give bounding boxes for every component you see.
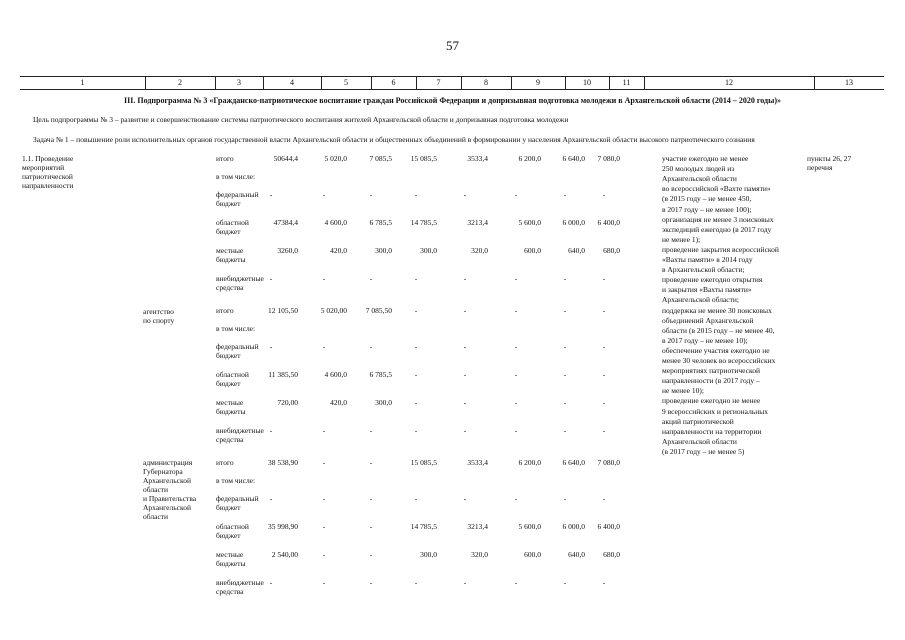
- expected-result-line: во всероссийской «Вахте памяти»: [662, 184, 771, 194]
- funding-value-cell: 640,0: [568, 246, 585, 255]
- column-number: 13: [845, 78, 853, 87]
- executor-line: администрация: [143, 458, 193, 467]
- funding-source-label: бюджет: [216, 531, 241, 540]
- expected-result-line: проведение закрытия всероссийской: [662, 244, 779, 254]
- measure-name-line: патриотической: [22, 172, 73, 181]
- expected-result-line: менее 30 человек во всероссийских: [662, 356, 776, 365]
- funding-value-cell: 3533,4: [467, 154, 488, 163]
- executor-line: области: [143, 512, 169, 521]
- funding-source-label: областной: [216, 522, 249, 531]
- funding-value-cell: -: [463, 190, 467, 199]
- funding-value-cell: -: [322, 342, 326, 351]
- funding-value-cell: -: [463, 274, 467, 283]
- funding-value-cell: -: [414, 190, 418, 199]
- expected-result-line: в Архангельской области;: [662, 265, 745, 275]
- funding-value-cell: -: [369, 342, 373, 351]
- column-number: 9: [536, 78, 540, 87]
- funding-value-cell: -: [463, 370, 467, 379]
- funding-value-cell: -: [463, 398, 467, 407]
- funding-value-cell: 5 020,00: [320, 306, 347, 315]
- funding-value-cell: -: [414, 274, 418, 283]
- funding-value-cell: 12 105,50: [268, 306, 298, 315]
- funding-source-label: итого: [216, 154, 234, 163]
- measure-name-line: направленности: [22, 181, 74, 190]
- funding-value-cell: -: [414, 342, 418, 351]
- funding-source-label: бюджеты: [216, 407, 246, 416]
- funding-source-label: областной: [216, 218, 249, 227]
- expected-result-line: участие ежегодно не менее: [662, 154, 749, 163]
- funding-source-label: бюджет: [216, 227, 241, 236]
- expected-result-line: «Вахты памяти» в 2014 году: [662, 255, 753, 264]
- funding-value-cell: -: [602, 370, 606, 379]
- funding-source-label: местные: [216, 398, 244, 407]
- funding-value-cell: -: [563, 578, 567, 587]
- funding-value-cell: -: [514, 274, 518, 283]
- funding-source-label: бюджеты: [216, 255, 246, 264]
- funding-value-cell: -: [369, 190, 373, 199]
- column-number: 12: [725, 78, 733, 87]
- funding-value-cell: -: [514, 306, 518, 315]
- funding-source-label: итого: [216, 306, 234, 315]
- column-number: 1: [80, 78, 85, 87]
- funding-value-cell: -: [414, 426, 418, 435]
- column-number: 6: [391, 78, 396, 87]
- funding-value-cell: -: [563, 306, 567, 315]
- funding-value-cell: -: [602, 578, 606, 587]
- column-number: 7: [436, 78, 441, 87]
- list-points-line: перечня: [807, 163, 833, 172]
- expected-result-line: поддержка не менее 30 поисковых: [662, 305, 772, 315]
- funding-value-cell: -: [369, 550, 373, 559]
- funding-value-cell: -: [514, 578, 518, 587]
- funding-value-cell: -: [463, 342, 467, 351]
- funding-value-cell: -: [602, 306, 606, 315]
- funding-value-cell: 7 080,0: [597, 458, 620, 467]
- funding-value-cell: -: [602, 342, 606, 351]
- funding-value-cell: -: [514, 426, 518, 435]
- executor-line: по спорту: [143, 316, 175, 325]
- funding-value-cell: -: [414, 370, 418, 379]
- funding-value-cell: -: [322, 190, 326, 199]
- funding-source-label: бюджет: [216, 351, 241, 360]
- funding-value-cell: 4 600,0: [324, 218, 347, 227]
- funding-value-cell: 6 000,0: [562, 522, 585, 531]
- funding-value-cell: 680,0: [603, 550, 620, 559]
- expected-result-line: организация не менее 3 поисковых: [662, 214, 774, 224]
- funding-source-label: средства: [216, 587, 244, 596]
- funding-source-label: федеральный: [216, 342, 259, 351]
- expected-result-line: обеспечение участия ежегодно не: [662, 345, 770, 355]
- subprogram-goal: Цель подпрограммы № 3 – развитие и совершенствование системы патриотического воспитания жителей Архангельской области и допризывная подготовка молодежи: [33, 115, 569, 124]
- funding-value-cell: -: [514, 494, 518, 503]
- funding-value-cell: 420,0: [330, 398, 347, 407]
- funding-value-cell: 6 640,0: [562, 458, 585, 467]
- funding-value-cell: -: [414, 578, 418, 587]
- executor-line: агентство: [143, 307, 174, 316]
- funding-value-cell: -: [563, 370, 567, 379]
- expected-result-line: 250 молодых людей из: [662, 164, 735, 174]
- funding-value-cell: -: [322, 494, 326, 503]
- funding-value-cell: 7 080,0: [597, 154, 620, 163]
- funding-value-cell: 6 785,5: [369, 218, 392, 227]
- executor-line: Архангельской: [143, 476, 191, 485]
- funding-value-cell: 6 400,0: [597, 218, 620, 227]
- funding-value-cell: -: [514, 398, 518, 407]
- funding-value-cell: -: [369, 458, 373, 467]
- funding-value-cell: -: [322, 426, 326, 435]
- expected-result-line: в 2017 году – не менее 100);: [662, 204, 752, 214]
- expected-result-line: Архангельской области: [662, 436, 737, 446]
- funding-value-cell: -: [463, 578, 467, 587]
- executor-line: и Правительства: [143, 494, 197, 503]
- funding-value-cell: 6 000,0: [562, 218, 585, 227]
- funding-source-label: в том числе:: [216, 172, 256, 181]
- funding-value-cell: -: [602, 494, 606, 503]
- funding-value-cell: 15 085,5: [410, 458, 437, 467]
- executor-line: Губернатора: [143, 467, 183, 476]
- funding-value-cell: -: [322, 274, 326, 283]
- funding-value-cell: -: [322, 458, 326, 467]
- expected-result-line: экспедиций ежегодно (в 2017 году: [662, 224, 772, 234]
- funding-value-cell: 680,0: [603, 246, 620, 255]
- funding-value-cell: -: [369, 494, 373, 503]
- column-number-row: [20, 76, 884, 90]
- measure-name-line: мероприятий: [22, 163, 65, 172]
- expected-result-line: объединений Архангельской: [662, 315, 754, 325]
- funding-value-cell: -: [322, 550, 326, 559]
- funding-source-label: итого: [216, 458, 234, 467]
- funding-value-cell: -: [514, 342, 518, 351]
- funding-source-label: в том числе:: [216, 324, 256, 333]
- funding-value-cell: -: [369, 426, 373, 435]
- funding-value-cell: -: [322, 578, 326, 587]
- funding-value-cell: -: [269, 494, 273, 503]
- funding-value-cell: 2 540,00: [271, 550, 298, 559]
- funding-value-cell: 300,0: [420, 246, 437, 255]
- funding-value-cell: 6 400,0: [597, 522, 620, 531]
- list-points-line: пункты 26, 27: [807, 154, 852, 163]
- column-number: 3: [237, 78, 241, 87]
- expected-result-line: Архангельской области;: [662, 295, 740, 305]
- funding-value-cell: -: [414, 306, 418, 315]
- funding-source-label: местные: [216, 550, 244, 559]
- funding-value-cell: -: [563, 190, 567, 199]
- funding-value-cell: -: [269, 578, 273, 587]
- funding-value-cell: 14 785,5: [410, 218, 437, 227]
- funding-value-cell: -: [463, 306, 467, 315]
- funding-value-cell: 5 600,0: [518, 218, 541, 227]
- funding-value-cell: -: [414, 494, 418, 503]
- funding-value-cell: 300,0: [375, 246, 392, 255]
- funding-value-cell: 14 785,5: [410, 522, 437, 531]
- column-number: 10: [583, 78, 591, 87]
- funding-value-cell: -: [269, 426, 273, 435]
- column-number: 2: [178, 78, 182, 87]
- funding-value-cell: -: [369, 522, 373, 531]
- funding-source-label: в том числе:: [216, 476, 256, 485]
- funding-value-cell: -: [602, 398, 606, 407]
- funding-source-label: внебюджетные: [216, 578, 264, 587]
- funding-value-cell: -: [563, 494, 567, 503]
- funding-value-cell: -: [269, 342, 273, 351]
- funding-value-cell: -: [322, 522, 326, 531]
- funding-value-cell: 320,0: [471, 550, 488, 559]
- expected-result-line: в 2017 году – не менее 10);: [662, 335, 748, 345]
- funding-value-cell: -: [369, 578, 373, 587]
- expected-result-line: Архангельской области: [662, 174, 737, 184]
- funding-value-cell: 6 200,0: [518, 458, 541, 467]
- expected-result-line: не менее 1);: [662, 234, 701, 244]
- executor-line: Архангельской: [143, 503, 191, 512]
- executor-line: области: [143, 485, 169, 494]
- page-number: 57: [446, 38, 459, 53]
- funding-value-cell: 320,0: [471, 246, 488, 255]
- funding-value-cell: 420,0: [330, 246, 347, 255]
- funding-value-cell: -: [563, 426, 567, 435]
- funding-value-cell: 15 085,5: [410, 154, 437, 163]
- funding-value-cell: -: [463, 494, 467, 503]
- funding-value-cell: 6 785,5: [369, 370, 392, 379]
- funding-source-label: областной: [216, 370, 249, 379]
- funding-value-cell: 5 020,0: [324, 154, 347, 163]
- funding-value-cell: -: [563, 398, 567, 407]
- funding-value-cell: 7 085,50: [365, 306, 392, 315]
- expected-result-line: проведение ежегодно не менее: [662, 396, 761, 406]
- measure-name-line: 1.1. Проведение: [22, 154, 74, 163]
- column-number: 11: [622, 78, 631, 87]
- expected-result-line: (в 2017 году – не менее 5): [662, 446, 745, 456]
- funding-value-cell: -: [602, 274, 606, 283]
- section-title: III. Подпрограмма № 3 «Гражданско-патриотическое воспитание граждан Российской Федерации и допризывная подготовка молодежи в Архангельской области (2014 – 2020 годы)»: [124, 96, 781, 105]
- funding-value-cell: 11 385,50: [268, 370, 298, 379]
- funding-source-label: средства: [216, 435, 244, 444]
- funding-value-cell: 300,0: [420, 550, 437, 559]
- funding-value-cell: -: [563, 342, 567, 351]
- funding-value-cell: -: [414, 398, 418, 407]
- funding-value-cell: 6 640,0: [562, 154, 585, 163]
- funding-source-label: бюджет: [216, 503, 241, 512]
- funding-value-cell: 600,0: [524, 246, 541, 255]
- expected-result-line: направленности (в 2017 году –: [662, 376, 760, 386]
- expected-result-line: мероприятиях патриотической: [662, 366, 761, 376]
- funding-value-cell: 3260,0: [277, 246, 298, 255]
- funding-value-cell: 50644,4: [273, 154, 298, 163]
- funding-source-label: бюджеты: [216, 559, 246, 568]
- expected-result-line: области (в 2015 году – не менее 40,: [662, 325, 775, 335]
- funding-value-cell: -: [463, 426, 467, 435]
- expected-result-line: направленности на территории: [662, 426, 762, 436]
- funding-value-cell: 3533,4: [467, 458, 488, 467]
- funding-value-cell: -: [369, 274, 373, 283]
- funding-value-cell: 35 998,90: [268, 522, 298, 531]
- expected-result-line: не менее 10);: [662, 386, 704, 396]
- funding-value-cell: -: [602, 426, 606, 435]
- funding-value-cell: 640,0: [568, 550, 585, 559]
- funding-value-cell: 300,0: [375, 398, 392, 407]
- funding-value-cell: -: [514, 190, 518, 199]
- funding-source-label: средства: [216, 283, 244, 292]
- funding-source-label: бюджет: [216, 379, 241, 388]
- expected-result-line: 9 всероссийских и региональных: [662, 406, 769, 416]
- funding-value-cell: -: [269, 274, 273, 283]
- funding-value-cell: 47384,4: [273, 218, 298, 227]
- funding-source-label: местные: [216, 246, 244, 255]
- column-number: 5: [344, 78, 348, 87]
- expected-result-line: акций патриотической: [662, 416, 734, 426]
- funding-value-cell: 6 200,0: [518, 154, 541, 163]
- expected-result-line: и закрытия «Вахты памяти»: [662, 285, 752, 295]
- funding-value-cell: 600,0: [524, 550, 541, 559]
- funding-value-cell: 4 600,0: [324, 370, 347, 379]
- funding-source-label: федеральный: [216, 494, 259, 503]
- subprogram-task: Задача № 1 – повышение роли исполнительных органов государственной власти Архангельской области и общественных объединений в формировании у населения Архангельской области высокого патриотического сознания: [33, 135, 755, 144]
- expected-result-line: (в 2015 году – не менее 450,: [662, 194, 752, 204]
- funding-value-cell: 3213,4: [467, 522, 488, 531]
- funding-value-cell: -: [563, 274, 567, 283]
- funding-value-cell: 38 538,90: [268, 458, 298, 467]
- funding-value-cell: -: [514, 370, 518, 379]
- funding-value-cell: 5 600,0: [518, 522, 541, 531]
- funding-value-cell: 3213,4: [467, 218, 488, 227]
- funding-source-label: внебюджетные: [216, 426, 264, 435]
- funding-source-label: бюджет: [216, 199, 241, 208]
- funding-source-label: федеральный: [216, 190, 259, 199]
- funding-value-cell: 7 085,5: [369, 154, 392, 163]
- column-number: 8: [484, 78, 488, 87]
- funding-value-cell: 720,00: [277, 398, 298, 407]
- funding-value-cell: -: [602, 190, 606, 199]
- funding-value-cell: -: [269, 190, 273, 199]
- column-number: 4: [290, 78, 294, 87]
- expected-result-line: проведение ежегодно открытия: [662, 275, 763, 285]
- funding-source-label: внебюджетные: [216, 274, 264, 283]
